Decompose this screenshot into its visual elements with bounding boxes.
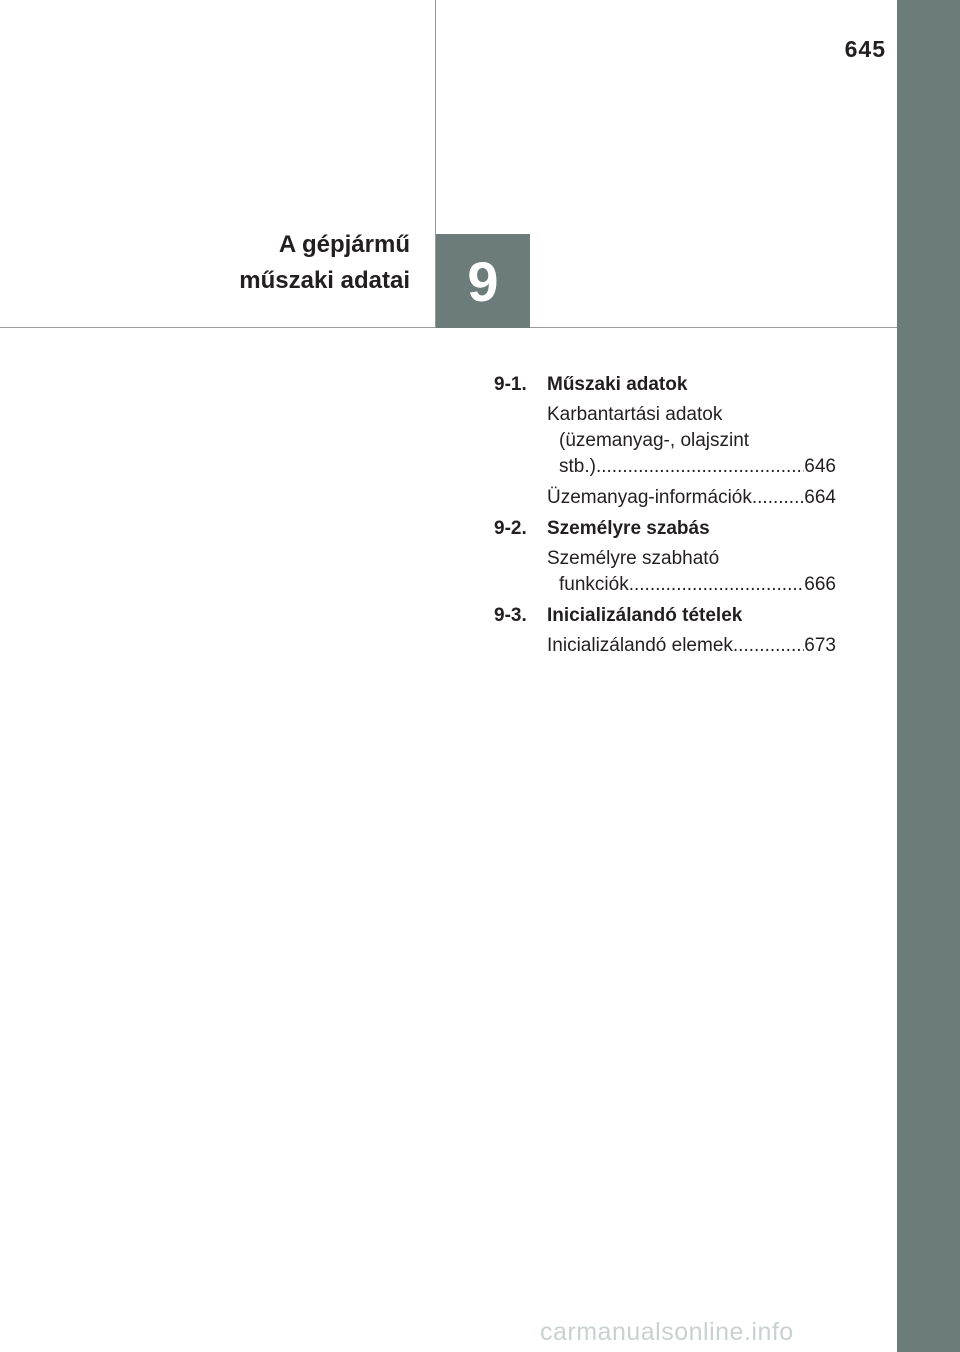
section-number: 9-1.	[494, 374, 527, 395]
chapter-title-line-1: A gépjármű	[278, 231, 410, 258]
chapter-title	[239, 227, 410, 299]
chapter-number-box	[436, 234, 530, 328]
entry-text: Inicializálandó elemek	[547, 635, 733, 656]
toc-section-9-2[interactable]	[494, 516, 836, 542]
entry-page-number: 664	[804, 487, 836, 508]
table-of-contents	[494, 372, 836, 664]
toc-section-9-3[interactable]	[494, 603, 836, 629]
entry-page-number: 673	[804, 635, 836, 656]
section-number: 9-2.	[494, 518, 527, 539]
watermark: carmanualsonline.info	[540, 1318, 794, 1346]
chapter-title-line-2: műszaki adatai	[239, 267, 410, 294]
toc-entry-inicializalando-elemek[interactable]	[494, 633, 836, 659]
dot-leader	[629, 572, 805, 598]
section-title: Személyre szabás	[547, 518, 710, 539]
section-number: 9-3.	[494, 605, 527, 626]
dot-leader	[752, 485, 804, 511]
entry-text: Személyre szabható	[547, 548, 720, 569]
dot-leader	[733, 633, 804, 659]
chapter-number: 9	[467, 249, 499, 313]
chapter-side-bar	[897, 0, 960, 1352]
entry-text: stb.)	[559, 456, 596, 477]
entry-text: Karbantartási adatok	[547, 404, 723, 425]
entry-page-number: 666	[804, 574, 836, 595]
entry-text: Üzemanyag-információk	[547, 487, 752, 508]
toc-section-9-1[interactable]	[494, 372, 836, 398]
toc-entry-uzemanyag-informaciok[interactable]	[494, 485, 836, 511]
dot-leader	[596, 454, 804, 480]
toc-entry-szemelyre-szabhato-funkciok[interactable]	[494, 546, 836, 598]
entry-text: (üzemanyag-, olajszint	[559, 430, 750, 451]
toc-entry-karbantartasi-adatok[interactable]	[494, 402, 836, 480]
entry-text: funkciók	[559, 574, 629, 595]
entry-page-number: 646	[804, 456, 836, 477]
section-title: Inicializálandó tételek	[547, 605, 743, 626]
section-title: Műszaki adatok	[547, 374, 688, 395]
page-number: 645	[844, 36, 886, 62]
